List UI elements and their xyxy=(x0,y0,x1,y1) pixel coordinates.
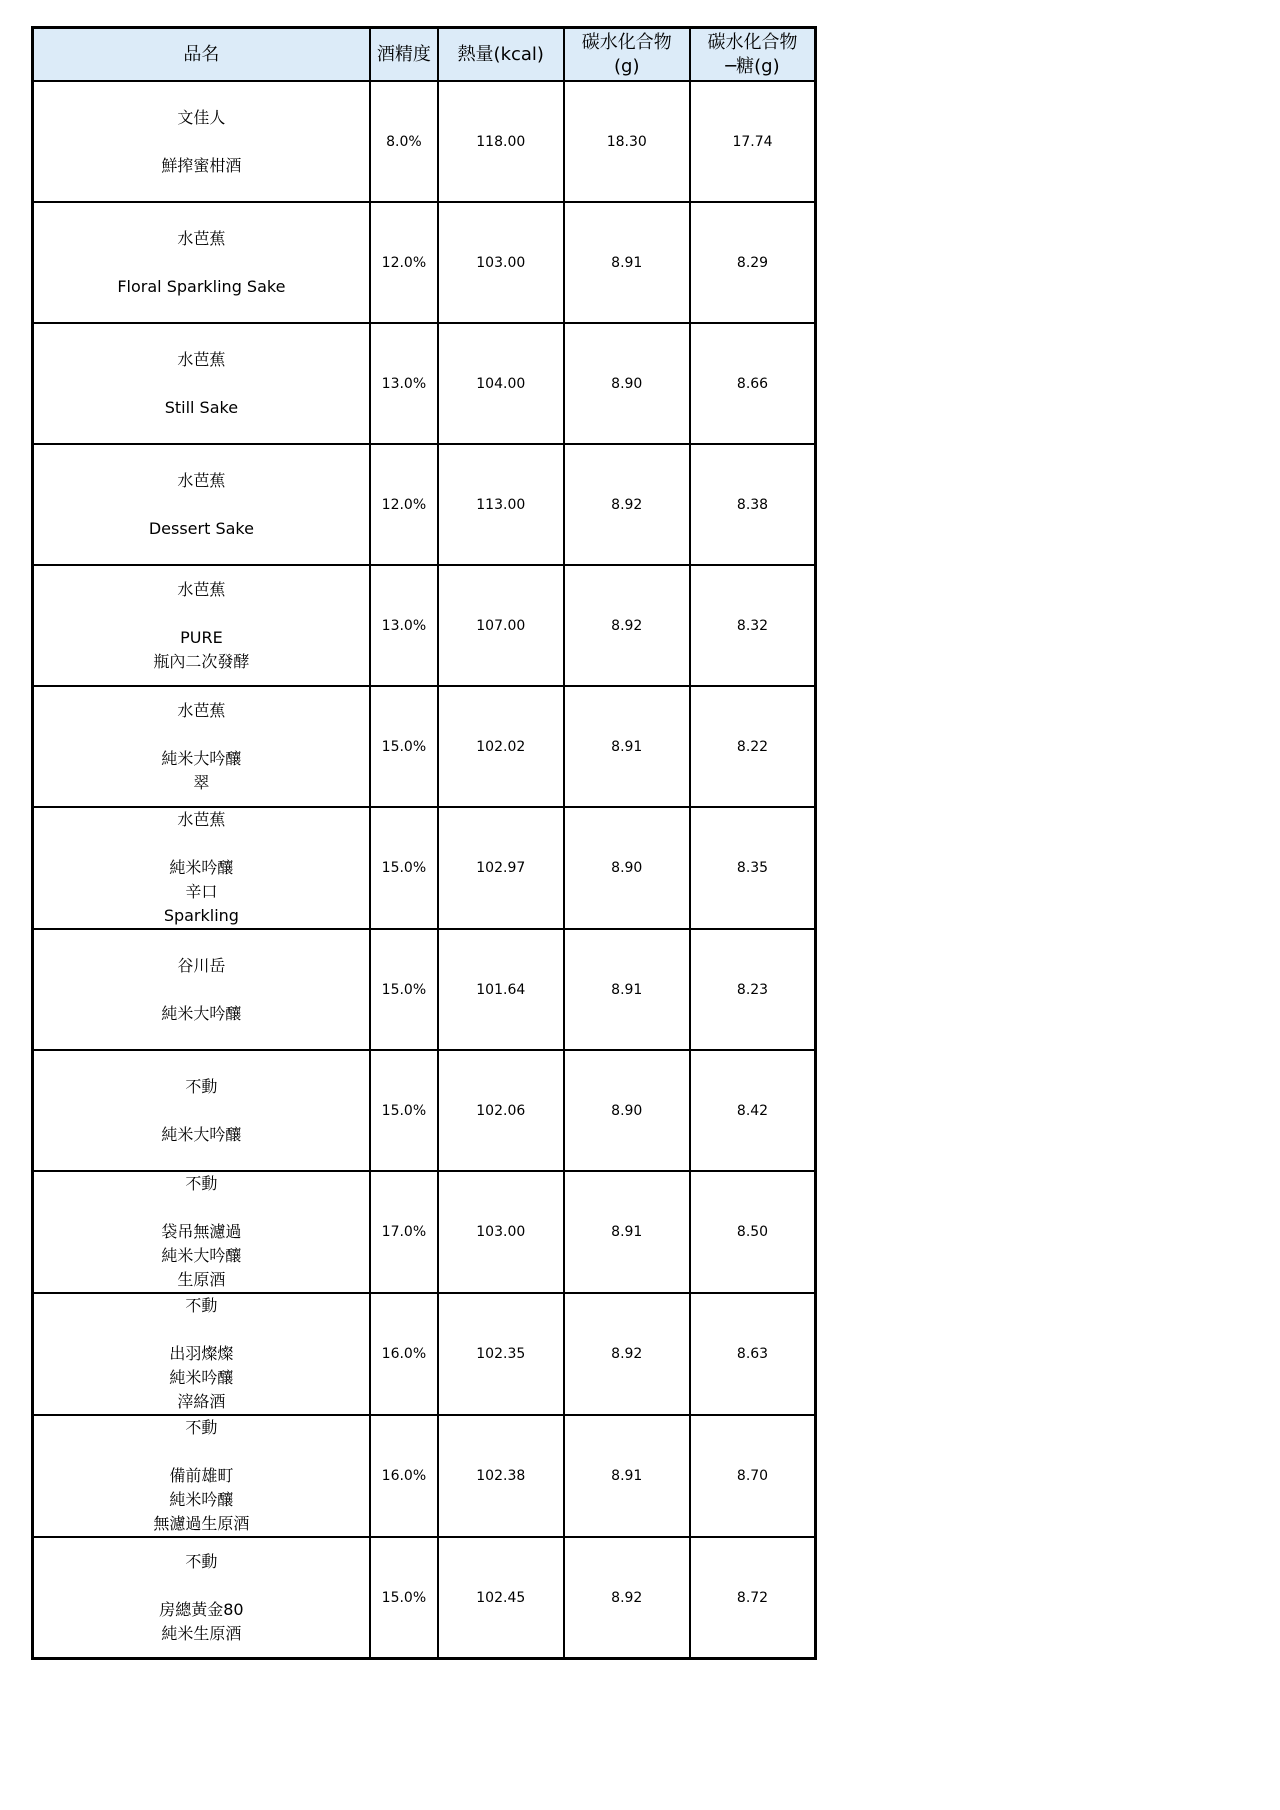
table-row xyxy=(33,1537,816,1659)
table-row xyxy=(33,686,816,807)
product-name-line: 瓶內二次發酵 xyxy=(153,651,250,671)
sugar-cell: 8.35 xyxy=(690,807,816,929)
product-name-line: 文佳人 xyxy=(177,107,226,127)
header-text-line: ─糖(g) xyxy=(725,55,780,77)
calories-cell: 102.45 xyxy=(438,1537,563,1659)
header-calories: 熱量(kcal) xyxy=(438,28,563,82)
table-row xyxy=(33,1293,816,1415)
product-name-line xyxy=(34,723,369,747)
sugar-cell: 8.29 xyxy=(690,202,816,323)
product-name-line: 出羽燦燦 xyxy=(169,1344,234,1363)
product-name-line: 純米大吟釀 xyxy=(161,1246,242,1265)
product-name-line: 谷川岳 xyxy=(177,955,226,975)
carbohydrate-cell: 8.92 xyxy=(564,565,690,686)
product-name-line xyxy=(34,493,369,517)
carbohydrate-cell: 8.91 xyxy=(564,686,690,807)
sugar-cell: 8.72 xyxy=(690,1537,816,1659)
sugar-cell: 8.70 xyxy=(690,1415,816,1537)
header-alcohol-content: 酒精度 xyxy=(370,28,438,82)
product-name-cell xyxy=(33,1293,370,1415)
carbohydrate-cell: 8.91 xyxy=(564,1415,690,1537)
table-row xyxy=(33,1050,816,1171)
carbohydrate-cell: 18.30 xyxy=(564,81,690,202)
product-name-line: 水芭蕉 xyxy=(177,810,226,829)
product-name-line: 純米大吟釀 xyxy=(161,748,242,768)
product-name-cell xyxy=(33,202,370,323)
header-text-line: 碳水化合物 xyxy=(581,31,672,53)
calories-cell: 102.02 xyxy=(438,686,563,807)
product-name-line: 純米吟釀 xyxy=(169,1490,234,1509)
product-name-line: 辛口 xyxy=(185,882,218,901)
carbohydrate-cell: 8.92 xyxy=(564,1537,690,1659)
table-row xyxy=(33,929,816,1050)
calories-cell: 107.00 xyxy=(438,565,563,686)
product-name-line: 房總黃金80 xyxy=(159,1599,244,1619)
header-sugar xyxy=(690,28,816,82)
table-row xyxy=(33,1415,816,1537)
product-name-line: 水芭蕉 xyxy=(177,349,226,369)
product-name-line: 不動 xyxy=(185,1076,218,1096)
product-name-line: 純米吟釀 xyxy=(169,858,234,877)
table-row xyxy=(33,323,816,444)
product-name-cell xyxy=(33,444,370,565)
product-name-cell xyxy=(33,565,370,686)
header-text-line: 碳水化合物 xyxy=(707,31,798,53)
calories-cell: 102.38 xyxy=(438,1415,563,1537)
alcohol-content-cell: 15.0% xyxy=(370,686,438,807)
product-name-line: Floral Sparkling Sake xyxy=(117,276,286,296)
product-name-line: 水芭蕉 xyxy=(177,579,226,599)
product-name-line xyxy=(34,832,369,856)
product-name-line: 純米生原酒 xyxy=(161,1623,242,1643)
carbohydrate-cell: 8.92 xyxy=(564,444,690,565)
sugar-cell: 8.50 xyxy=(690,1171,816,1293)
sugar-cell: 8.38 xyxy=(690,444,816,565)
product-name-cell xyxy=(33,81,370,202)
product-name-cell xyxy=(33,1050,370,1171)
product-name-line: 水芭蕉 xyxy=(177,228,226,248)
alcohol-content-cell: 15.0% xyxy=(370,1050,438,1171)
product-name-cell xyxy=(33,686,370,807)
alcohol-content-cell: 16.0% xyxy=(370,1415,438,1537)
sugar-cell: 8.23 xyxy=(690,929,816,1050)
calories-cell: 118.00 xyxy=(438,81,563,202)
alcohol-content-cell: 12.0% xyxy=(370,202,438,323)
product-name-line: PURE xyxy=(180,627,223,647)
product-name-line xyxy=(34,1440,369,1464)
calories-cell: 101.64 xyxy=(438,929,563,1050)
table-header xyxy=(33,28,816,82)
table-row xyxy=(33,81,816,202)
calories-cell: 103.00 xyxy=(438,1171,563,1293)
calories-cell: 103.00 xyxy=(438,202,563,323)
product-name-cell xyxy=(33,1171,370,1293)
product-name-line: 不動 xyxy=(185,1551,218,1571)
table-row xyxy=(33,1171,816,1293)
calories-cell: 102.35 xyxy=(438,1293,563,1415)
table-row xyxy=(33,444,816,565)
alcohol-content-cell: 13.0% xyxy=(370,323,438,444)
product-name-line xyxy=(34,602,369,626)
product-name-line: 不動 xyxy=(185,1174,218,1193)
calories-cell: 102.97 xyxy=(438,807,563,929)
sugar-cell: 8.32 xyxy=(690,565,816,686)
product-name-line xyxy=(34,1318,369,1342)
product-name-line: 翠 xyxy=(193,772,210,792)
product-name-cell xyxy=(33,1537,370,1659)
sugar-cell: 8.22 xyxy=(690,686,816,807)
alcohol-content-cell: 15.0% xyxy=(370,1537,438,1659)
header-carbohydrate xyxy=(564,28,690,82)
sugar-cell: 17.74 xyxy=(690,81,816,202)
alcohol-content-cell: 17.0% xyxy=(370,1171,438,1293)
product-name-line xyxy=(34,1574,369,1598)
product-name-line: 鮮搾蜜柑酒 xyxy=(161,155,242,175)
calories-cell: 102.06 xyxy=(438,1050,563,1171)
alcohol-content-cell: 15.0% xyxy=(370,807,438,929)
header-row xyxy=(33,28,816,82)
product-name-line: 無濾過生原酒 xyxy=(153,1514,250,1533)
product-name-line: 不動 xyxy=(185,1418,218,1437)
table-row xyxy=(33,807,816,929)
alcohol-content-cell: 8.0% xyxy=(370,81,438,202)
product-name-line: 純米吟釀 xyxy=(169,1368,234,1387)
carbohydrate-cell: 8.90 xyxy=(564,323,690,444)
product-name-line xyxy=(34,1099,369,1123)
calories-cell: 104.00 xyxy=(438,323,563,444)
table-body xyxy=(33,81,816,1659)
nutrition-table xyxy=(31,26,817,1660)
product-name-line: 純米大吟釀 xyxy=(161,1003,242,1023)
product-name-line: 生原酒 xyxy=(177,1270,226,1289)
carbohydrate-cell: 8.91 xyxy=(564,929,690,1050)
calories-cell: 113.00 xyxy=(438,444,563,565)
alcohol-content-cell: 15.0% xyxy=(370,929,438,1050)
product-name-line: 水芭蕉 xyxy=(177,470,226,490)
product-name-line: Still Sake xyxy=(164,397,239,417)
product-name-line xyxy=(34,978,369,1002)
product-name-line xyxy=(34,372,369,396)
product-name-cell xyxy=(33,807,370,929)
product-name-cell xyxy=(33,929,370,1050)
sugar-cell: 8.42 xyxy=(690,1050,816,1171)
product-name-line: Sparkling xyxy=(163,906,239,925)
table-row xyxy=(33,565,816,686)
sugar-cell: 8.63 xyxy=(690,1293,816,1415)
table-row xyxy=(33,202,816,323)
product-name-line xyxy=(34,251,369,275)
product-name-line: 袋吊無濾過 xyxy=(161,1222,242,1241)
alcohol-content-cell: 16.0% xyxy=(370,1293,438,1415)
carbohydrate-cell: 8.90 xyxy=(564,1050,690,1171)
product-name-line xyxy=(34,1196,369,1220)
alcohol-content-cell: 13.0% xyxy=(370,565,438,686)
product-name-cell xyxy=(33,323,370,444)
header-text-line: (g) xyxy=(614,55,640,77)
product-name-line: 備前雄町 xyxy=(169,1466,234,1485)
product-name-line: 滓絡酒 xyxy=(177,1392,226,1411)
header-product-name: 品名 xyxy=(33,28,370,82)
carbohydrate-cell: 8.91 xyxy=(564,202,690,323)
carbohydrate-cell: 8.91 xyxy=(564,1171,690,1293)
carbohydrate-cell: 8.92 xyxy=(564,1293,690,1415)
product-name-cell xyxy=(33,1415,370,1537)
product-name-line: 不動 xyxy=(185,1296,218,1315)
carbohydrate-cell: 8.90 xyxy=(564,807,690,929)
alcohol-content-cell: 12.0% xyxy=(370,444,438,565)
sugar-cell: 8.66 xyxy=(690,323,816,444)
product-name-line: 純米大吟釀 xyxy=(161,1124,242,1144)
product-name-line xyxy=(34,130,369,154)
product-name-line: Dessert Sake xyxy=(148,518,254,538)
product-name-line: 水芭蕉 xyxy=(177,700,226,720)
